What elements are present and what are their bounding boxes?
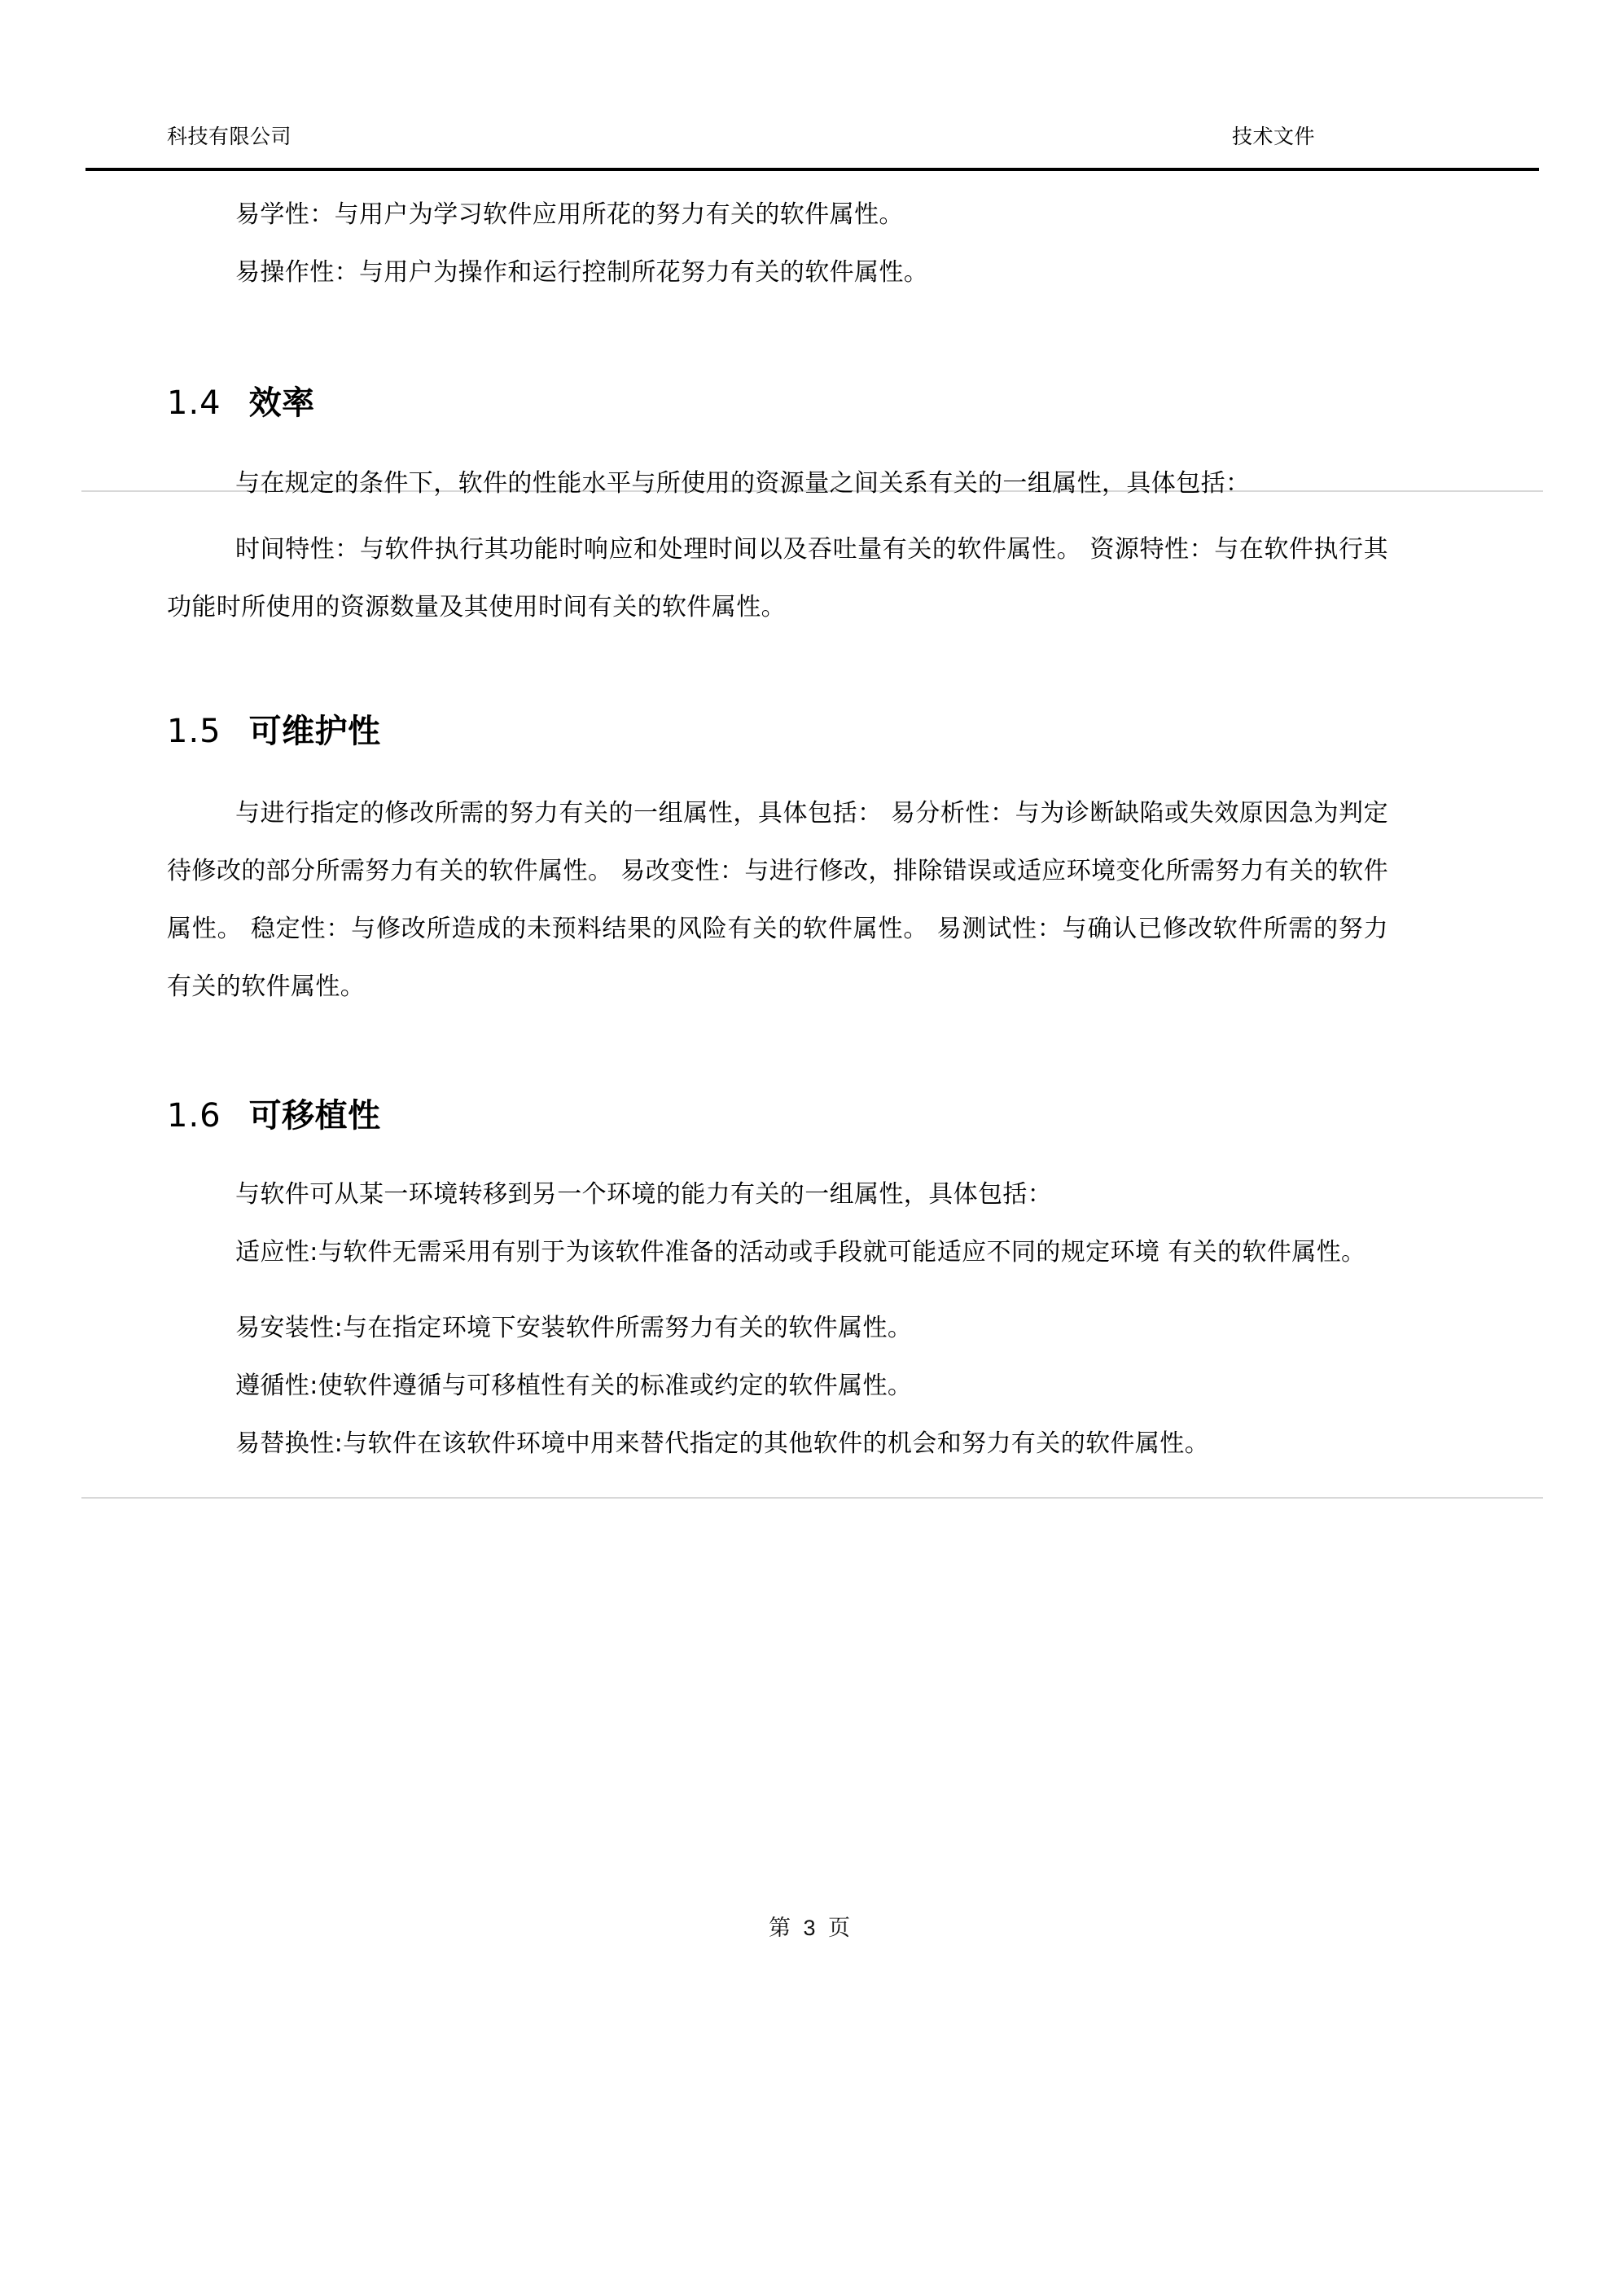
paragraph-efficiency-intro: 与在规定的条件下，软件的性能水平与所使用的资源量之间关系有关的一组属性，具体包括： — [235, 469, 1251, 498]
header-document-type: 技术文件 — [1232, 125, 1316, 148]
paragraph-adaptability: 适应性:与软件无需采用有别于为该软件准备的活动或手段就可能适应不同的规定环境 有关的软件属性。 — [235, 1238, 1366, 1267]
paragraph-maintainability-attributes: 与进行指定的修改所需的努力有关的一组属性，具体包括： 易分析性：与为诊断缺陷或失效原因急为判定待修改的部分所需努力有关的软件属性。 易改变性：与进行修改，排除错误或适应环境变化所需努力有关的软件属性。 稳定性：与修改所造成的未预料结果的风险有关的软件属性。 易测试性：与确认已修改软件所需的努力有关的软件属性。 — [167, 799, 1388, 1001]
section-heading-1-5 — [167, 706, 1388, 757]
section-number-1-5: 1.5 — [167, 713, 221, 750]
section-heading-1-6 — [167, 1091, 1388, 1141]
spacer — [167, 512, 1388, 520]
section-title-1-6: 可移植性 — [248, 1097, 381, 1135]
paragraph-operability: 易操作性：与用户为操作和运行控制所花努力有关的软件属性。 — [235, 258, 929, 287]
header-company-name: 科技有限公司 — [167, 125, 292, 148]
paragraph-learnability: 易学性：与用户为学习软件应用所花的努力有关的软件属性。 — [235, 200, 904, 229]
spacer — [167, 301, 1388, 378]
page-number: 第 3 页 — [768, 1916, 854, 1940]
spacer — [167, 428, 1388, 454]
scan-artifact-line-lower — [81, 1497, 1543, 1499]
section-title-1-4: 效率 — [248, 384, 315, 422]
header-divider-rule — [85, 168, 1539, 171]
page-header — [167, 122, 1539, 165]
paragraph-installability: 易安装性:与在指定环境下安装软件所需努力有关的软件属性。 — [235, 1314, 913, 1342]
paragraph-replaceability: 易替换性:与软件在该软件环境中用来替代指定的其他软件的机会和努力有关的软件属性。 — [235, 1429, 1210, 1458]
section-title-1-5: 可维护性 — [248, 713, 381, 750]
section-number-1-6: 1.6 — [167, 1097, 221, 1135]
paragraph-efficiency-attributes: 时间特性：与软件执行其功能时响应和处理时间以及吞吐量有关的软件属性。 资源特性：与在软件执行其功能时所使用的资源数量及其使用时间有关的软件属性。 — [167, 535, 1388, 621]
paragraph-portability-intro: 与软件可从某一环境转移到另一个环境的能力有关的一组属性，具体包括： — [235, 1180, 1053, 1209]
section-heading-1-4 — [167, 378, 1388, 428]
spacer — [167, 1016, 1388, 1091]
paragraph-conformance: 遵循性:使软件遵循与可移植性有关的标准或约定的软件属性。 — [235, 1372, 913, 1400]
spacer — [167, 1141, 1388, 1166]
spacer — [167, 757, 1388, 784]
page-footer — [0, 1912, 1622, 1943]
spacer — [167, 636, 1388, 706]
spacer — [167, 1281, 1388, 1299]
section-number-1-4: 1.4 — [167, 384, 221, 422]
document-body — [167, 186, 1388, 1473]
